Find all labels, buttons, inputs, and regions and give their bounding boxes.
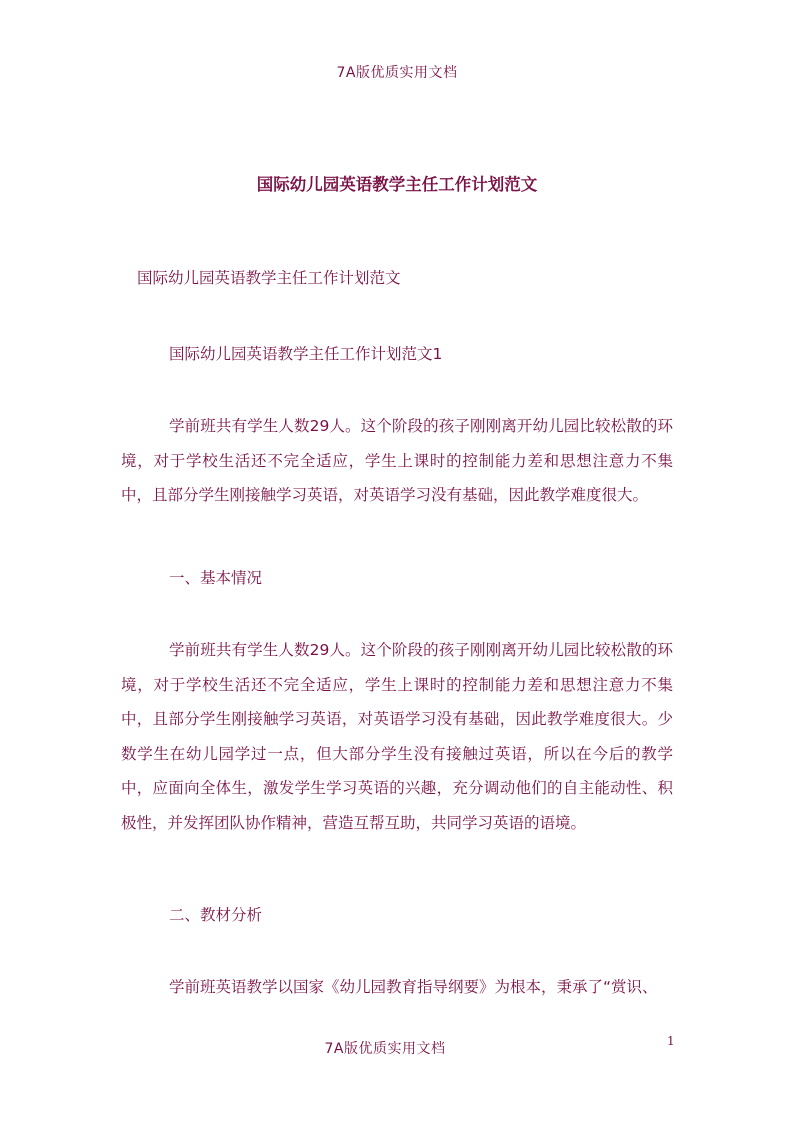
document-title: 国际幼儿园英语教学主任工作计划范文 — [256, 175, 538, 194]
document-subtitle: 国际幼儿园英语教学主任工作计划范文 — [137, 269, 401, 287]
page-number: 1 — [667, 1034, 675, 1048]
paragraph-materials: 学前班英语教学以国家《幼儿园教育指导纲要》为根本，秉承了“赏识、 — [169, 978, 658, 996]
paragraph-basic-situation: 学前班共有学生人数29人。这个阶段的孩子刚刚离开幼儿园比较松散的环境，对于学校生活还不完全适应，学生上课时的控制能力差和思想注意力不集中，且部分学生刚接触学习英语，对英语学习没有基础，因此教学难度很大。少数学生在幼儿园学过一点，但大部分学生没有接触过英语，所以在今后的教学中，应面向全体生，激发学生学习英语的兴趣，充分调动他们的自主能动性、积极性，并发挥团队协作精神，营造互帮互助，共同学习英语的语境。 — [121, 641, 673, 832]
section-heading-plan-1: 国际幼儿园英语教学主任工作计划范文1 — [169, 345, 443, 363]
section-heading-basic-situation: 一、基本情况 — [169, 569, 263, 587]
paragraph-intro: 学前班共有学生人数29人。这个阶段的孩子刚刚离开幼儿园比较松散的环境，对于学校生活还不完全适应，学生上课时的控制能力差和思想注意力不集中，且部分学生刚接触学习英语，对英语学习没有基础，因此教学难度很大。 — [121, 417, 673, 504]
page-header: 7A版优质实用文档 — [336, 65, 458, 81]
page-footer: 7A版优质实用文档 — [324, 1041, 446, 1057]
section-heading-materials: 二、教材分析 — [169, 906, 263, 924]
